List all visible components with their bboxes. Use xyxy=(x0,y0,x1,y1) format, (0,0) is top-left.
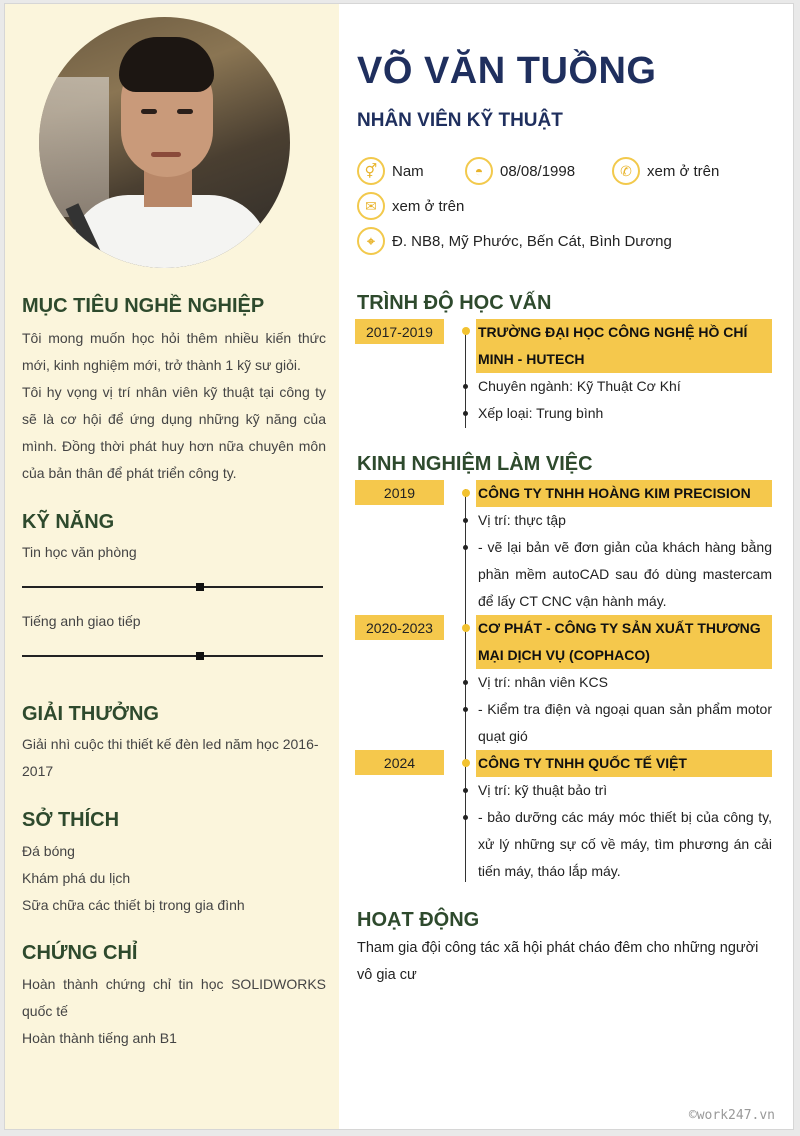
candidate-name: VÕ VĂN TUỒNG xyxy=(357,50,657,92)
timeline-dot xyxy=(462,759,470,767)
gender-value: Nam xyxy=(392,162,424,180)
sidebar xyxy=(5,4,339,1129)
skill-label: Tin học văn phòng xyxy=(22,544,137,560)
candidate-role: NHÂN VIÊN KỸ THUẬT xyxy=(357,110,563,131)
skill-level-marker xyxy=(196,652,204,660)
skill-level-marker xyxy=(196,583,204,591)
objective-text: Tôi mong muốn học hỏi thêm nhiều kiến thức mới, kinh nghiệm mới, trở thành 1 kỹ sư giỏi. xyxy=(22,330,326,373)
gender-icon: ⚥ xyxy=(357,157,385,185)
timeline-dot xyxy=(463,815,468,820)
hobby-item: Đá bóng xyxy=(22,843,75,859)
job-position: Vị trí: thực tập xyxy=(478,512,566,528)
timeline-dot xyxy=(463,384,468,389)
objective-title: MỤC TIÊU NGHỀ NGHIỆP xyxy=(22,295,265,317)
hobby-item: Khám phá du lịch xyxy=(22,870,131,886)
job-position: Vị trí: nhân viên KCS xyxy=(478,674,608,690)
job-company: CÔNG TY TNHH HOÀNG KIM PRECISION xyxy=(476,480,772,507)
timeline-dot xyxy=(463,707,468,712)
location-icon: ⌖ xyxy=(357,227,385,255)
timeline-dot xyxy=(463,545,468,550)
job-position: Vị trí: kỹ thuật bảo trì xyxy=(478,782,608,798)
resume-page xyxy=(4,3,794,1130)
timeline-dot xyxy=(462,489,470,497)
timeline-dot xyxy=(462,624,470,632)
email-value: xem ở trên xyxy=(392,197,465,215)
education-year: 2017-2019 xyxy=(355,319,444,344)
timeline-dot xyxy=(463,788,468,793)
education-major: Chuyên ngành: Kỹ Thuật Cơ Khí xyxy=(478,378,681,394)
job-description: - vẽ lại bản vẽ đơn giản của khách hàng bằng phần mềm autoCAD sau đó dùng mastercam để lấy CT CNC vận hành máy. xyxy=(478,539,772,609)
contact-dob xyxy=(465,157,575,185)
activities-text: Tham gia đội công tác xã hội phát cháo đêm cho những người vô gia cư xyxy=(357,940,759,983)
skills-title: KỸ NĂNG xyxy=(22,511,115,533)
skill-bar xyxy=(22,655,323,657)
certificate-item: Hoàn thành tiếng anh B1 xyxy=(22,1030,177,1046)
timeline-dot xyxy=(463,518,468,523)
mail-icon: ✉ xyxy=(357,192,385,220)
activities-title: HOẠT ĐỘNG xyxy=(357,909,480,931)
awards-text: Giải nhì cuộc thi thiết kế đèn led năm học 2016-2017 xyxy=(22,736,319,779)
education-school: TRƯỜNG ĐẠI HỌC CÔNG NGHỆ HỒ CHÍ MINH - HUTECH xyxy=(476,319,772,373)
job-company: CÔNG TY TNHH QUỐC TẾ VIỆT xyxy=(476,750,772,777)
job-description: - Kiểm tra điện và ngoại quan sản phẩm motor quạt gió xyxy=(478,701,772,744)
main-content xyxy=(339,4,794,1129)
contact-address xyxy=(357,227,672,255)
awards-title: GIẢI THƯỞNG xyxy=(22,703,159,725)
timeline-dot xyxy=(463,411,468,416)
job-company: CƠ PHÁT - CÔNG TY SẢN XUẤT THƯƠNG MẠI DỊCH VỤ (COPHACO) xyxy=(476,615,772,669)
hobby-item: Sữa chữa các thiết bị trong gia đình xyxy=(22,897,245,913)
avatar xyxy=(39,17,290,268)
objective-text-2: Tôi hy vọng vị trí nhân viên kỹ thuật tại công ty sẽ là cơ hội để ứng dụng những kỹ năng của mình. Đồng thời phát huy hơn nữa chuyên môn của bản thân để phát triển công ty. xyxy=(22,384,326,481)
education-title: TRÌNH ĐỘ HỌC VẤN xyxy=(357,292,552,314)
watermark: ©work247.vn xyxy=(688,1108,775,1123)
certificates-title: CHỨNG CHỈ xyxy=(22,942,138,964)
contact-email xyxy=(357,192,464,220)
job-year: 2024 xyxy=(355,750,444,775)
hobbies-title: SỞ THÍCH xyxy=(22,809,120,831)
job-description: - bảo dưỡng các máy móc thiết bị của công ty, xử lý những sự cố về máy, tìm phương án cải tiến máy, tháo lắp máy. xyxy=(478,809,772,879)
address-value: Đ. NB8, Mỹ Phước, Bến Cát, Bình Dương xyxy=(392,232,672,250)
job-year: 2020-2023 xyxy=(355,615,444,640)
timeline-dot xyxy=(462,327,470,335)
contact-phone xyxy=(612,157,719,185)
skill-bar xyxy=(22,586,323,588)
phone-icon: ✆ xyxy=(612,157,640,185)
dob-value: 08/08/1998 xyxy=(500,162,576,180)
timeline-dot xyxy=(463,680,468,685)
job-year: 2019 xyxy=(355,480,444,505)
skill-label: Tiếng anh giao tiếp xyxy=(22,613,141,629)
education-grade: Xếp loại: Trung bình xyxy=(478,405,604,421)
experience-title: KINH NGHIỆM LÀM VIỆC xyxy=(357,453,593,475)
contact-gender xyxy=(357,157,424,185)
phone-value: xem ở trên xyxy=(647,162,720,180)
cake-icon: ◓ xyxy=(465,157,493,185)
certificate-item: Hoàn thành chứng chỉ tin học SOLIDWORKS quốc tế xyxy=(22,976,326,1019)
